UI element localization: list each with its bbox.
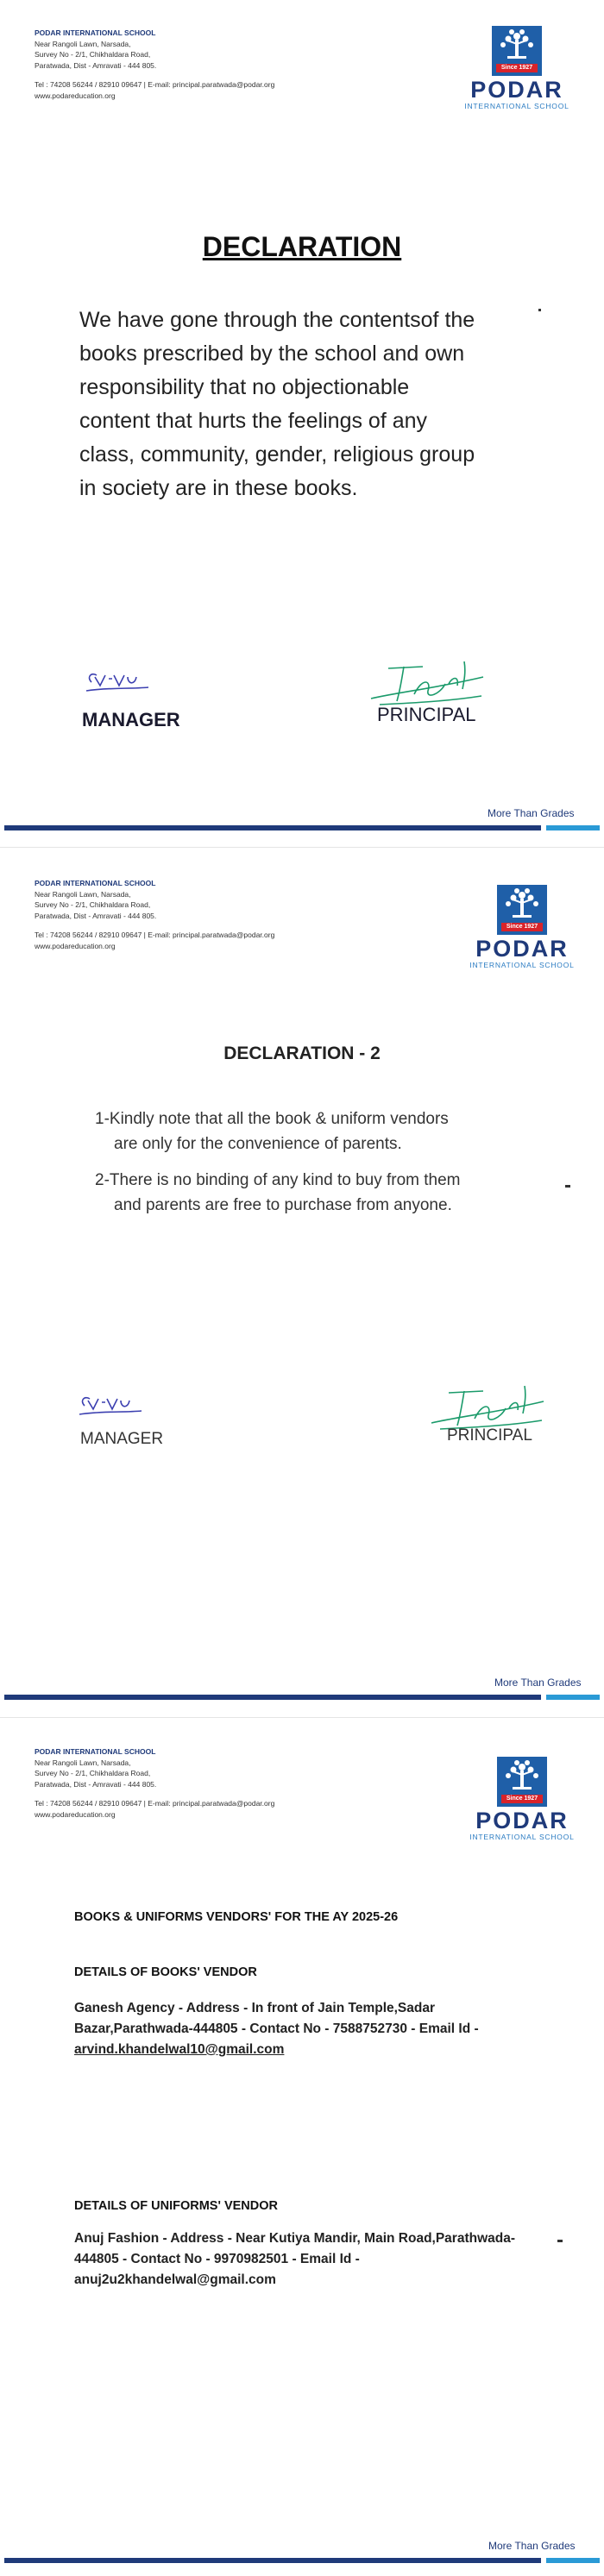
manager-label: MANAGER [80,1430,164,1448]
vendor-line: Anuj Fashion - Address - Near Kutiya Mandir, Main Road,Parathwada- [74,2231,516,2246]
school-name: PODAR INTERNATIONAL SCHOOL [35,1747,156,1756]
podar-logo [452,26,582,110]
address-line: Survey No - 2/1, Chikhaldara Road, [35,50,151,59]
contact-line: Tel : 74208 56244 / 82910 09647 | E-mail: principal.paratwada@podar.org [35,1799,275,1808]
uniforms-vendor-heading: DETAILS OF UNIFORMS' VENDOR [74,2199,278,2213]
vendor-line: 444805 - Contact No - 9970982501 - Email Id - [74,2252,360,2266]
declaration-page-2 [0,854,604,1712]
item-line: and parents are free to purchase from anyone. [114,1196,452,1214]
since-badge: Since 1927 [496,64,538,72]
books-vendor-email: arvind.khandelwal10@gmail.com [74,2042,285,2057]
manager-signature-icon [76,1390,145,1421]
declaration-body [79,304,563,505]
address-line: Paratwada, Dist - Amravati - 444 805. [35,911,157,920]
address-line: Survey No - 2/1, Chikhaldara Road, [35,900,151,909]
website-line: www.podareducation.org [35,1809,116,1819]
vendors-page [0,1722,604,2576]
footer-bar-accent [546,1695,600,1700]
school-name: PODAR INTERNATIONAL SCHOOL [35,879,156,887]
body-line: content that hurts the feelings of any [79,409,428,433]
tree-logo-icon [497,885,547,935]
declaration-item-1 [95,1106,561,1156]
vendors-title: BOOKS & UNIFORMS VENDORS' FOR THE AY 2025-26 [74,1910,399,1924]
school-name: PODAR INTERNATIONAL SCHOOL [35,28,156,37]
footer-tagline: More Than Grades [494,1677,582,1689]
item-line: 2-There is no binding of any kind to buy from them [95,1171,461,1189]
uniforms-vendor-details [74,2228,557,2291]
address-line: Paratwada, Dist - Amravati - 444 805. [35,60,157,70]
logo-subtitle: INTERNATIONAL SCHOOL [469,1833,575,1841]
principal-label: PRINCIPAL [377,704,476,725]
uniforms-vendor-email: anuj2u2khandelwal@gmail.com [74,2272,276,2287]
footer-tagline: More Than Grades [488,807,575,819]
footer-bar [4,825,541,830]
manager-label: MANAGER [82,709,180,730]
item-line: are only for the convenience of parents. [114,1135,402,1153]
address-line: Near Rangoli Lawn, Narsada, [35,39,131,48]
manager-signature-icon [83,667,152,698]
since-badge: Since 1927 [501,923,543,931]
letterhead-address [35,28,274,101]
address-line: Near Rangoli Lawn, Narsada, [35,1758,131,1767]
letterhead-address [35,1746,274,1820]
logo-name: PODAR [475,1808,569,1833]
footer-bar [4,2558,541,2563]
contact-line: Tel : 74208 56244 / 82910 09647 | E-mail: principal.paratwada@podar.org [35,931,275,939]
contact-line: Tel : 74208 56244 / 82910 09647 | E-mail: principal.paratwada@podar.org [35,80,275,89]
website-line: www.podareducation.org [35,941,116,950]
body-line: books prescribed by the school and own [79,342,465,366]
page-title: DECLARATION - 2 [223,1044,381,1063]
principal-label: PRINCIPAL [447,1426,532,1445]
logo-name: PODAR [475,936,569,962]
logo-subtitle: INTERNATIONAL SCHOOL [469,961,575,969]
website-line: www.podareducation.org [35,91,116,100]
tree-logo-icon [492,26,542,76]
tree-logo-icon [497,1757,547,1807]
books-vendor-heading: DETAILS OF BOOKS' VENDOR [74,1965,257,1979]
logo-subtitle: INTERNATIONAL SCHOOL [464,102,569,110]
address-line: Paratwada, Dist - Amravati - 444 805. [35,1779,157,1789]
logo-name: PODAR [470,77,563,103]
podar-logo [457,1757,587,1841]
letterhead-address [35,878,274,951]
declaration-item-2 [95,1168,561,1218]
body-line: We have gone through the contentsof the [79,308,475,332]
footer-tagline: More Than Grades [488,2540,576,2552]
principal-signature-icon [362,651,492,711]
item-line: 1-Kindly note that all the book & uniform vendors [95,1110,449,1128]
page-title: DECLARATION [202,231,402,262]
body-line: in society are in these books. [79,476,358,500]
address-line: Near Rangoli Lawn, Narsada, [35,889,131,899]
body-line: responsibility that no objectionable [79,375,410,399]
podar-logo [457,885,587,969]
footer-bar-accent [546,2558,600,2563]
footer-bar-accent [546,825,600,830]
address-line: Survey No - 2/1, Chikhaldara Road, [35,1769,151,1777]
vendor-line: Bazar,Parathwada-444805 - Contact No - 7588752730 - Email Id - [74,2021,479,2036]
books-vendor-details [74,1998,557,2060]
vendor-line: Ganesh Agency - Address - In front of Jain Temple,Sadar [74,2001,436,2015]
footer-bar [4,1695,541,1700]
body-line: class, community, gender, religious group [79,442,475,467]
declaration-page-1 [0,0,604,841]
since-badge: Since 1927 [501,1795,543,1803]
